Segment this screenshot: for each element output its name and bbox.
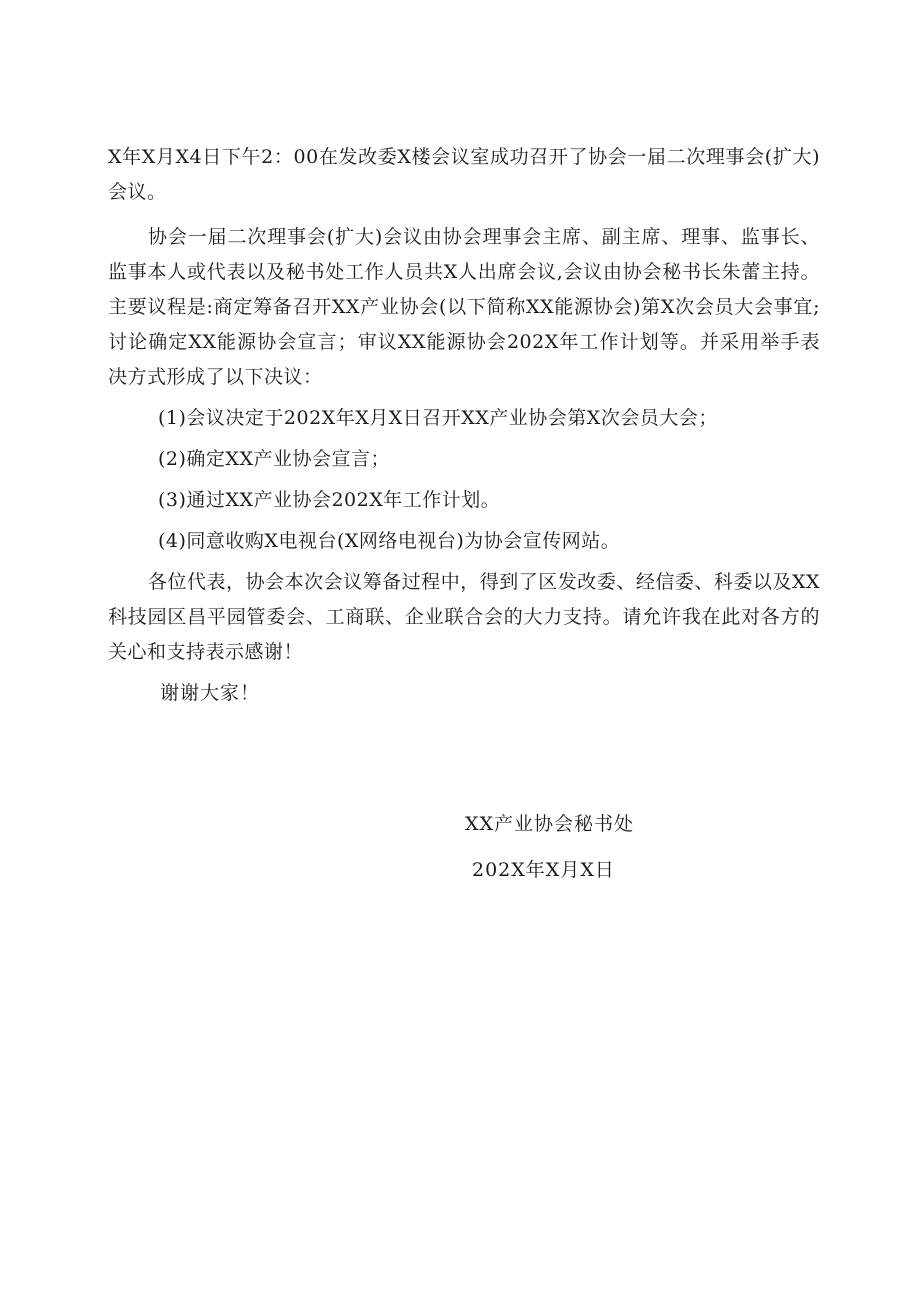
signature-date: 202X年X月X日 [472,859,615,881]
acknowledgement-paragraph: 各位代表，协会本次会议筹备过程中，得到了区发改委、经信委、科委以及XX科技园区昌平园管委会、工商联、企业联合会的大力支持。请允许我在此对各方的关心和支持表示感谢！ [108,571,820,663]
resolution-item-4: (4)同意收购X电视台(X网络电视台)为协会宣传网站。 [158,530,621,552]
opening-paragraph: X年X月X4日下午2：00在发改委X楼会议室成功召开了协会一届二次理事会(扩大)会议。 [108,146,820,203]
resolution-item-1: (1)会议决定于202X年X月X日召开XX产业协会第X次会员大会； [158,407,718,429]
resolution-item-2: (2)确定XX产业协会宣言； [158,448,390,470]
document-body [108,140,820,711]
summary-paragraph: 协会一届二次理事会(扩大)会议由协会理事会主席、副主席、理事、监事长、监事本人或代表以及秘书处工作人员共X人出席会议,会议由协会秘书长朱蕾主持。主要议程是:商定筹备召开XX产业协会(以下简称XX能源协会)第X次会员大会事宜;讨论确定XX能源协会宣言；审议XX能源协会202X年工作计划等。并采用举手表决方式形成了以下决议： [108,226,820,388]
closing-thanks: 谢谢大家！ [160,682,261,704]
signature-organization: XX产业协会秘书处 [465,813,635,835]
resolution-item-3: (3)通过XX产业协会202X年工作计划。 [158,489,501,511]
